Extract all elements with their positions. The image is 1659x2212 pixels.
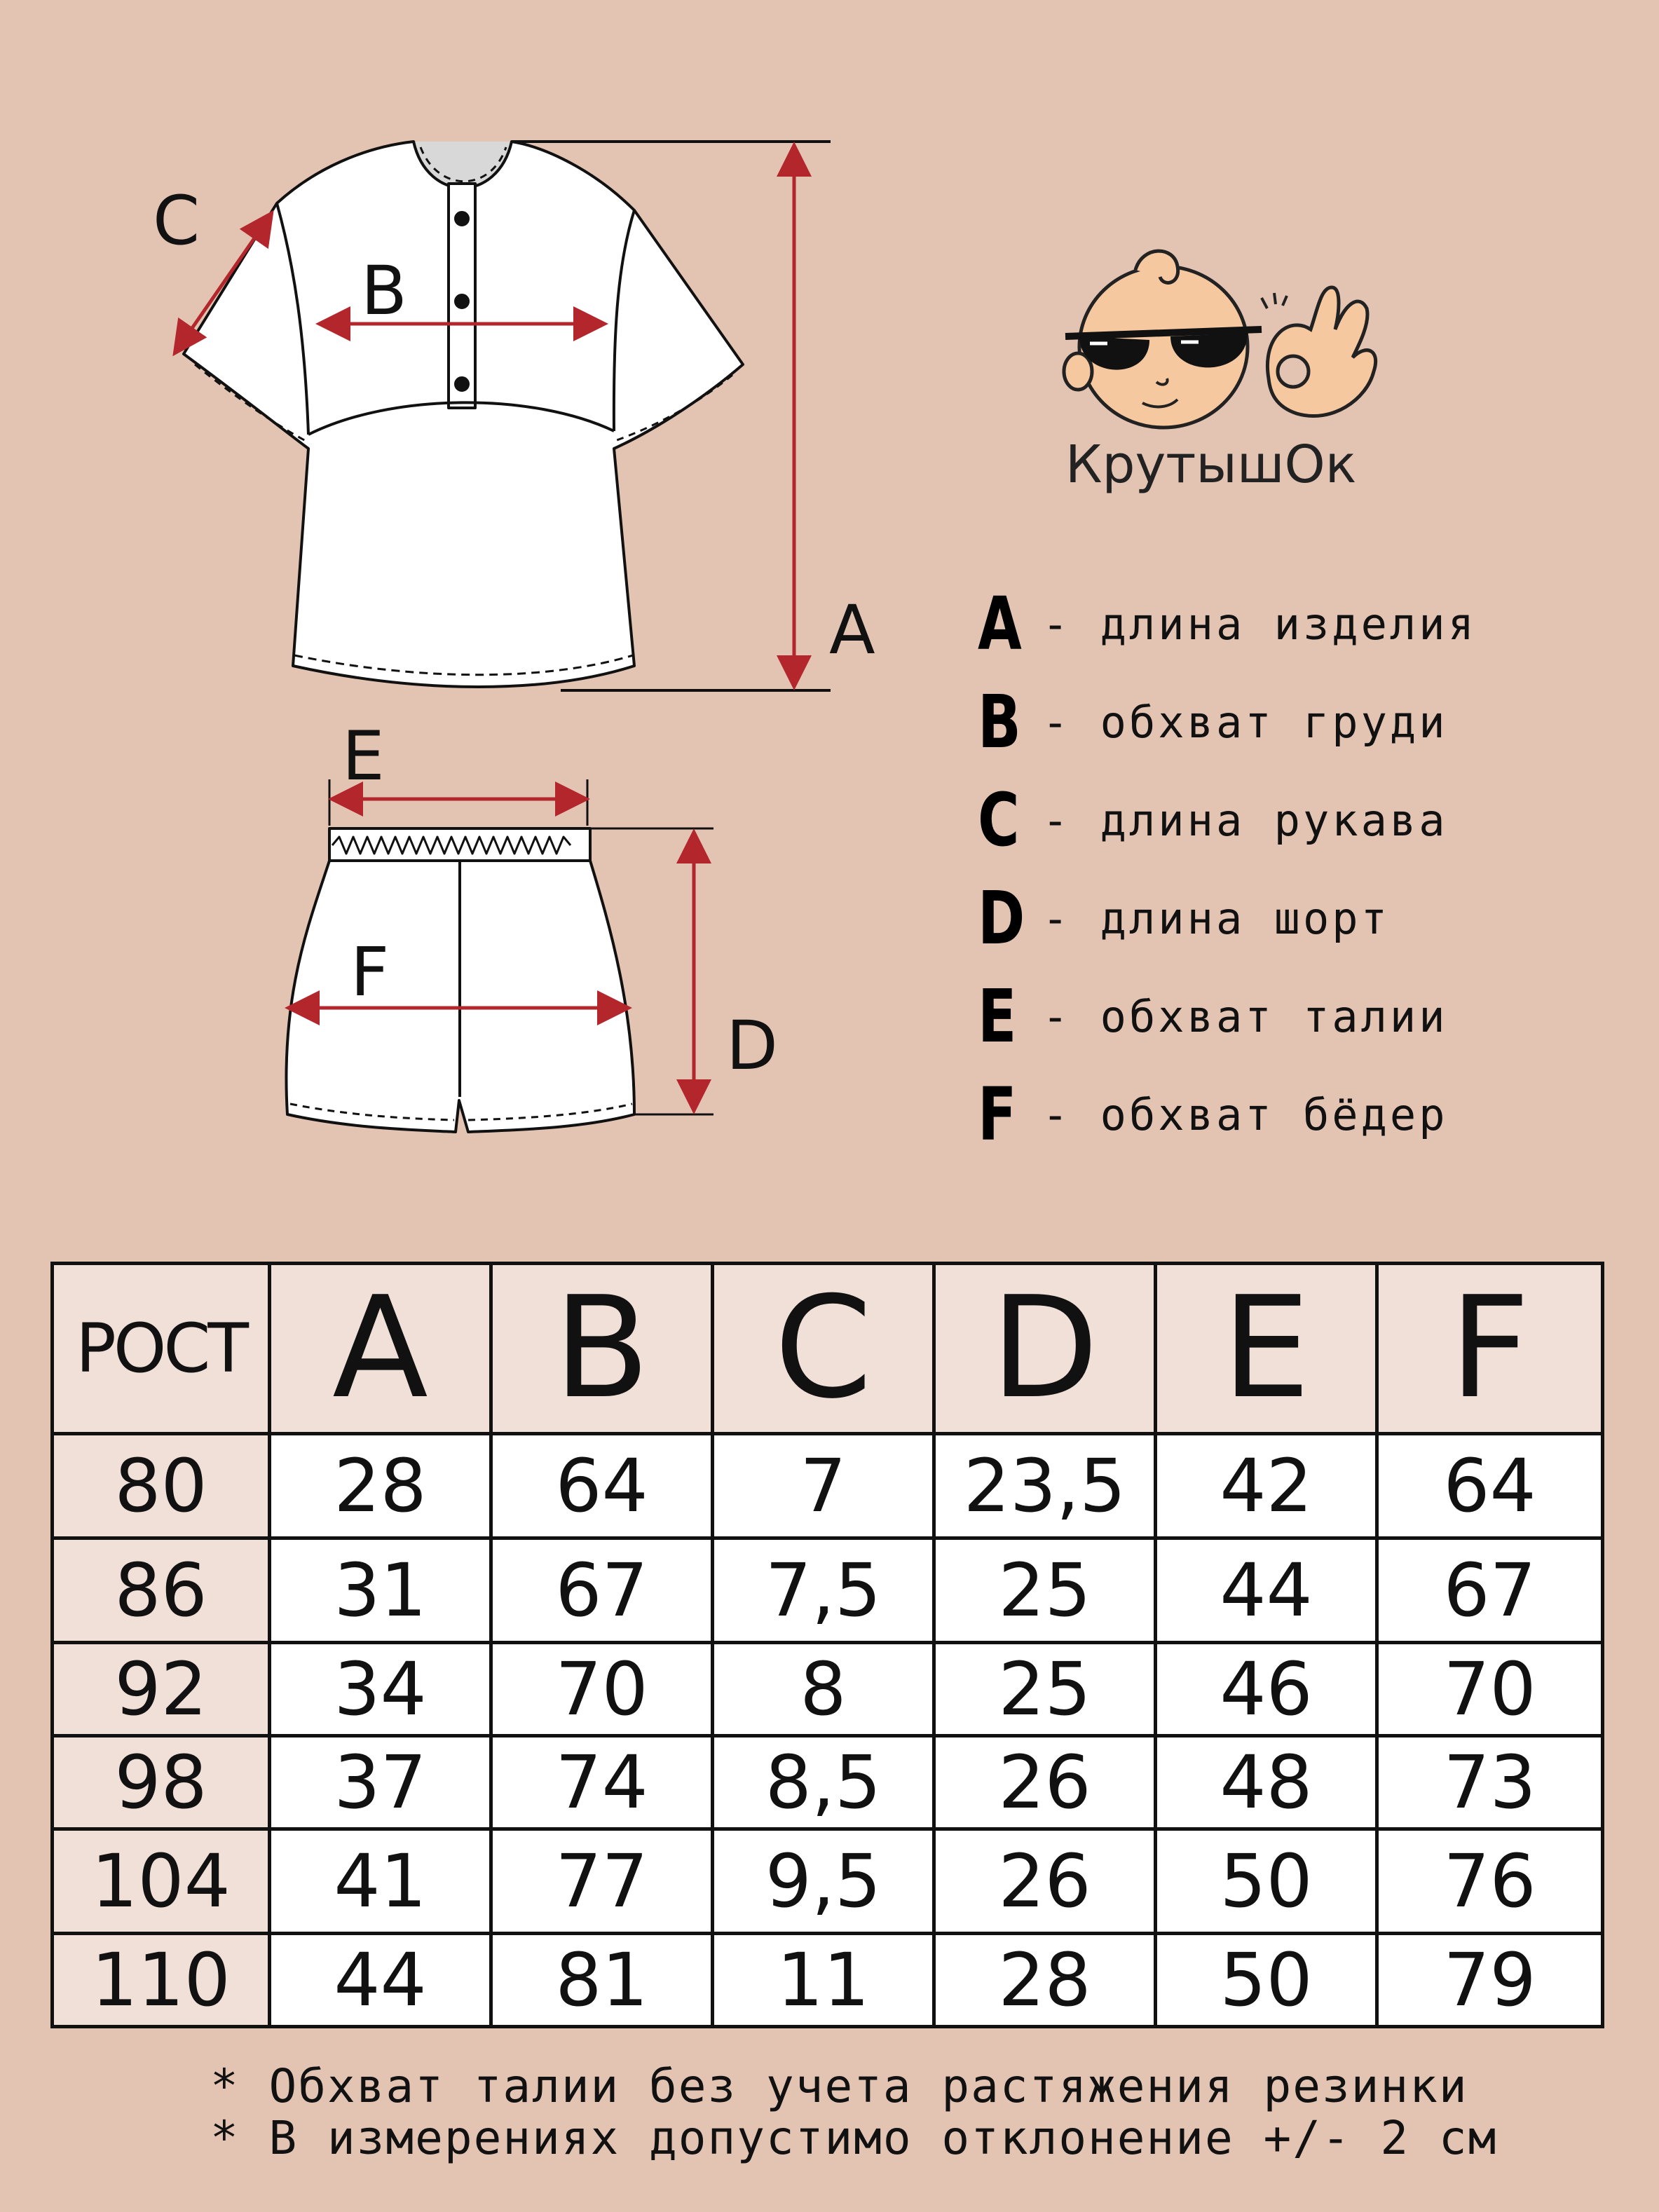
- table-cell: 73: [1377, 1736, 1603, 1829]
- brand-name: КрутышОк: [1065, 435, 1357, 495]
- label-f: F: [350, 933, 390, 1011]
- table-cell: 110: [53, 1934, 270, 2027]
- table-row: [53, 1538, 1603, 1643]
- size-table: [50, 1262, 1604, 2028]
- table-cell: 11: [713, 1934, 934, 2027]
- legend-text: - длина шорт: [1042, 892, 1390, 944]
- legend-item: [978, 778, 1448, 862]
- table-row: [53, 1434, 1603, 1538]
- table-cell: 25: [934, 1643, 1156, 1736]
- legend-item: [978, 974, 1448, 1058]
- table-cell: 50: [1156, 1829, 1377, 1934]
- table-cell: 74: [491, 1736, 713, 1829]
- header-d: D: [934, 1264, 1156, 1434]
- table-cell: 42: [1156, 1434, 1377, 1538]
- shirt-drawing: [184, 142, 743, 687]
- table-cell: 77: [491, 1829, 713, 1934]
- header-rost: РОСТ: [53, 1264, 270, 1434]
- table-cell: 48: [1156, 1736, 1377, 1829]
- brand-logo: [1051, 231, 1402, 505]
- table-cell: 70: [1377, 1643, 1603, 1736]
- legend-letter: E: [978, 974, 1017, 1059]
- legend-text: - обхват груди: [1042, 696, 1448, 748]
- table-cell: 50: [1156, 1934, 1377, 2027]
- table-cell: 7,5: [713, 1538, 934, 1643]
- table-cell: 8: [713, 1643, 934, 1736]
- garment-diagram: [0, 0, 911, 1192]
- table-cell: 34: [270, 1643, 491, 1736]
- table-cell: 104: [53, 1829, 270, 1934]
- table-cell: 23,5: [934, 1434, 1156, 1538]
- legend-item: [978, 876, 1390, 960]
- label-e: E: [342, 717, 385, 796]
- table-row: [53, 1643, 1603, 1736]
- table-cell: 81: [491, 1934, 713, 2027]
- table-cell: 64: [1377, 1434, 1603, 1538]
- table-cell: 37: [270, 1736, 491, 1829]
- table-cell: 98: [53, 1736, 270, 1829]
- table-cell: 70: [491, 1643, 713, 1736]
- legend-text: - длина изделия: [1042, 598, 1477, 650]
- shorts-drawing: [286, 828, 634, 1132]
- header-b: B: [491, 1264, 713, 1434]
- table-cell: 80: [53, 1434, 270, 1538]
- header-e: E: [1156, 1264, 1377, 1434]
- table-cell: 76: [1377, 1829, 1603, 1934]
- label-b: B: [361, 252, 407, 330]
- table-cell: 7: [713, 1434, 934, 1538]
- legend-letter: D: [978, 875, 1025, 961]
- legend-letter: F: [978, 1072, 1017, 1157]
- label-a: A: [829, 591, 875, 669]
- table-cell: 46: [1156, 1643, 1377, 1736]
- table-cell: 8,5: [713, 1736, 934, 1829]
- table-row: [53, 1934, 1603, 2027]
- table-cell: 79: [1377, 1934, 1603, 2027]
- table-cell: 28: [934, 1934, 1156, 2027]
- table-cell: 67: [491, 1538, 713, 1643]
- table-cell: 44: [1156, 1538, 1377, 1643]
- table-cell: 67: [1377, 1538, 1603, 1643]
- table-cell: 64: [491, 1434, 713, 1538]
- legend-text: - обхват бёдер: [1042, 1088, 1448, 1140]
- label-c: C: [153, 182, 200, 260]
- table-cell: 44: [270, 1934, 491, 2027]
- table-cell: 41: [270, 1829, 491, 1934]
- legend-text: - длина рукава: [1042, 794, 1448, 846]
- label-d: D: [726, 1006, 778, 1085]
- footnotes: [210, 2061, 1497, 2164]
- table-cell: 28: [270, 1434, 491, 1538]
- table-cell: 26: [934, 1829, 1156, 1934]
- footnote: * В измерениях допустимо отклонение +/- 2 см: [210, 2111, 1498, 2165]
- legend-letter: B: [978, 679, 1021, 765]
- table-cell: 9,5: [713, 1829, 934, 1934]
- table-cell: 92: [53, 1643, 270, 1736]
- table-header-row: [53, 1264, 1603, 1434]
- header-c: C: [713, 1264, 934, 1434]
- legend-letter: C: [978, 777, 1020, 863]
- table-row: [53, 1736, 1603, 1829]
- table-cell: 86: [53, 1538, 270, 1643]
- footnote: * Обхват талии без учета растяжения резинки: [210, 2059, 1468, 2113]
- table-row: [53, 1829, 1603, 1934]
- baby-face-icon: [1051, 231, 1402, 442]
- table-cell: 26: [934, 1736, 1156, 1829]
- legend-text: - обхват талии: [1042, 990, 1448, 1042]
- table-cell: 25: [934, 1538, 1156, 1643]
- legend-item: [978, 680, 1448, 764]
- header-a: A: [270, 1264, 491, 1434]
- legend-letter: A: [978, 581, 1022, 667]
- legend-item: [978, 582, 1477, 666]
- header-f: F: [1377, 1264, 1603, 1434]
- table-cell: 31: [270, 1538, 491, 1643]
- legend-item: [978, 1072, 1448, 1156]
